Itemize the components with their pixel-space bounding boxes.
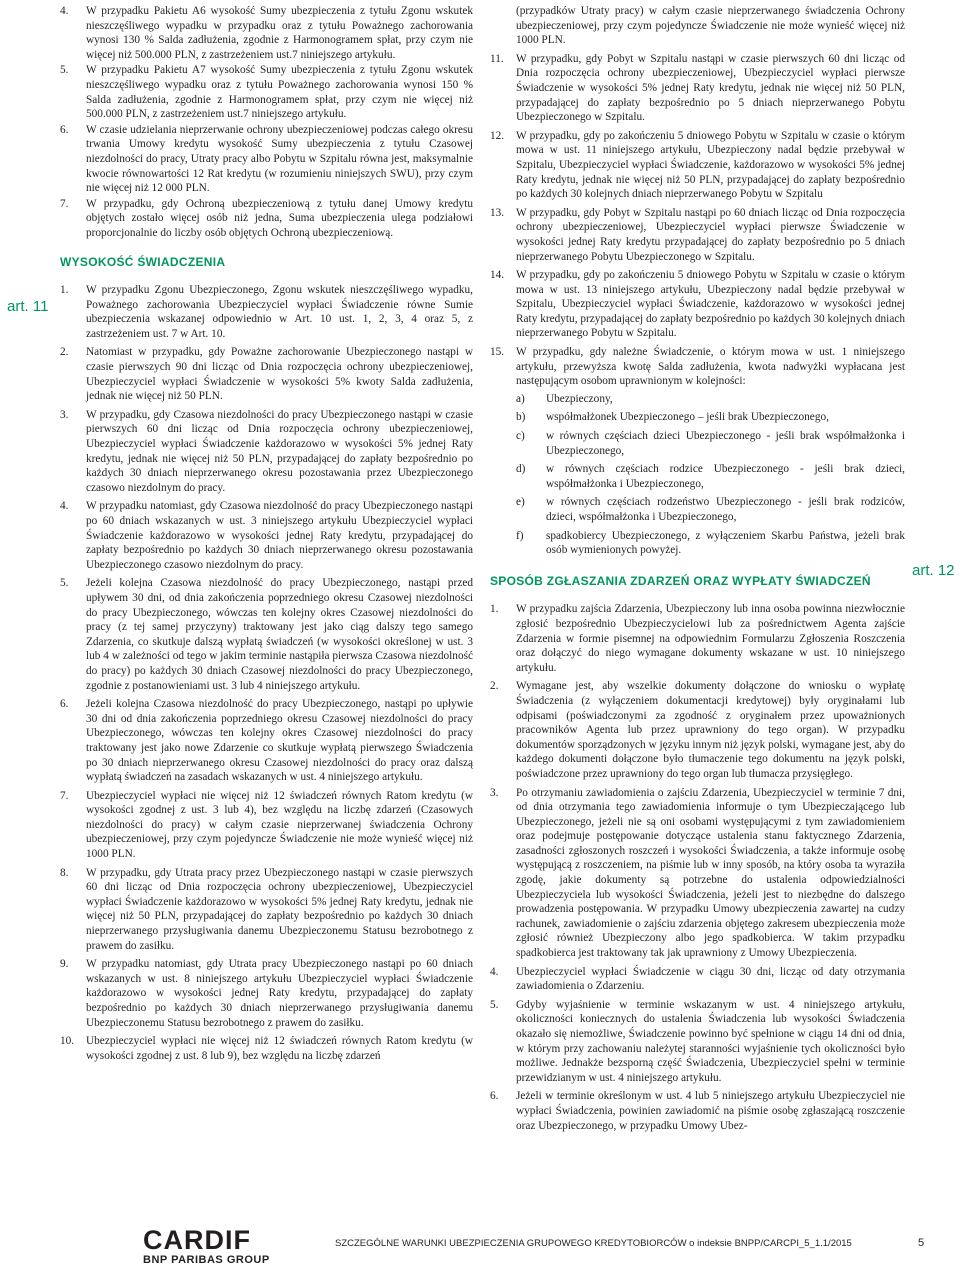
item-number: 14. (490, 269, 505, 282)
sum-insured-item (60, 123, 473, 196)
claims-item (490, 965, 905, 994)
benefit-item (60, 789, 473, 862)
item-text: Ubezpieczony, (546, 392, 613, 405)
sum-insured-item (60, 4, 473, 62)
cardif-logo (143, 1226, 270, 1267)
benefit-item (490, 345, 905, 558)
item-number: 6. (60, 698, 69, 711)
item-text: Natomiast w przypadku, gdy Poważne zachorowanie Ubezpieczonego nastąpi w czasie pierwszych 90 dni licząc od Dnia rozpoczęcia ochrony ubezpieczeniowej, Ubezpieczyciel wypłaci Świadczenie w wysokości 5% kwoty Salda zadłużenia, jednak nie więcej niż 50 PLN. (86, 346, 473, 403)
item-text: W przypadku Pakietu A6 wysokość Sumy ubezpieczenia z tytułu Zgonu wskutek nieszczęśliwego wypadku w przypadku oraz z tytułu Poważnego zachorowania wynosi 130 % Salda zadłużenia, zgodnie z Harmonogramem spłat, przy czym nie więcej niż 500.000 PLN, z zastrzeżeniem ust.7 niniejszego artykułu. (86, 5, 473, 61)
item-number: 5. (490, 998, 499, 1011)
item-text: W przypadku, gdy Pobyt w Szpitalu nastąpi po 60 dniach licząc od Dnia rozpoczęcia ochrony ubezpieczeniowej, Ubezpieczyciel wypłaci pierwsze Świadczenie w wysokości jednej Raty kredytu przypadającej do zapłaty bezpośrednio po 5 dniach nieprzerwanego Pobytu Ubezpieczonego w Szpitalu. (516, 206, 905, 263)
item-text: W przypadku, gdy Czasowa niezdolności do pracy Ubezpieczonego nastąpi w czasie pierwszych 60 dni licząc od Dnia rozpoczęcia ochrony ubezpieczeniowej, Ubezpieczyciel wypłaci Świadczenie każdorazowo w wysokości 5% jednej Raty kredytu, jednak nie więcej niż 50 PLN, przypadającej do zapłaty bezpośrednio po każdych 30 dniach nieprzerwanego okresu pozostawania przez Ubezpieczonego czasowo niezdolnym do pracy. (86, 408, 473, 494)
page-footer (0, 1206, 960, 1282)
item-text: w równych częściach rodzice Ubezpieczonego - jeśli brak dzieci, współmałżonka i Ubezpieczonego, (546, 463, 905, 490)
claims-item (490, 679, 905, 781)
item-number: 12. (490, 129, 505, 142)
item-text: W przypadku, gdy Pobyt w Szpitalu nastąpi w czasie pierwszych 60 dni licząc od Dnia rozpoczęcia ochrony ubezpieczeniowej, Ubezpieczyciel wypłaci pierwsze Świadczenie w wysokości 5% jednej Raty kredytu, jednak nie więcej niż 50 PLN, przypadającej do zapłaty bezpośrednio po 5 dniach nieprzerwanego Pobytu Ubezpieczonego w Szpitalu. (516, 52, 905, 124)
beneficiary-item (516, 410, 905, 425)
item-text: W przypadku zajścia Zdarzenia, Ubezpieczony lub inna osoba powinna niezwłocznie zgłosić bezpośrednio Ubezpieczycielowi lub za pośrednictwem Agenta zajście Zdarzenia w formie pisemnej na odpowiednim Formularzu Zgłoszenia Roszczenia oraz dołączyć do niego wymagane dokumenty wskazane w ust. 10 niniejszego artykułu. (516, 603, 905, 674)
item-letter: e) (516, 496, 525, 509)
benefit-item (60, 283, 473, 341)
item-number: 1. (490, 603, 499, 616)
item-number: 4. (490, 965, 499, 978)
logo-wordmark: CARDIF (143, 1225, 251, 1255)
item-number: 11. (490, 52, 504, 65)
item-letter: b) (516, 411, 526, 424)
item-text: W przypadku Pakietu A7 wysokość Sumy ubezpieczenia z tytułu Zgonu wskutek nieszczęśliwego wypadku oraz z tytułu Poważnego zachorowania wynosi 150 % Salda zadłużenia, zgodnie z Harmonogramem spłat, przy czym nie więcej niż 500.000 PLN, z zastrzeżeniem ust.7 niniejszego artykułu. (86, 64, 473, 121)
item-text: Po otrzymaniu zawiadomienia o zajściu Zdarzenia, Ubezpieczyciel w terminie 7 dni, od dnia otrzymania tego zawiadomienia informuje o tym Ubezpieczającego lub Ubezpieczonego, jeżeli nie są oni osobami występującymi z tym zawiadomieniem oraz podejmuje postępowanie dotyczące ustalenia stanu faktycznego Zdarzenia, zasadności zgłoszonych roszczeń i wysokości Świadczenia, a także informuje osobę występującą z roszczeniem, na piśmie lub w inny sposób, na który osoba ta wyraziła zgodę, jakie dokumenty są potrzebne do ustalenia odpowiedzialności Ubezpieczyciela lub wysokości Świadczenia, jeżeli jest to niezbędne do dalszego prowadzenia postępowania. W przypadku Umowy ubezpieczenia zawartej na cudzy rachunek, zawiadomienie o zajściu zdarzenia objętego zakresem ubezpieczenia może zgłosić również Ubezpieczony albo jego spadkobierca. W takim przypadku spadkobierca jest traktowany tak jak uprawniony z Umowy Ubezpieczenia. (516, 786, 905, 960)
beneficiary-item (516, 529, 905, 558)
item-text: w równych częściach rodzeństwo Ubezpieczonego - jeśli brak rodziców, dzieci, współmałżonka i Ubezpieczonego, (546, 496, 905, 523)
item-text: Jeżeli kolejna Czasowa niezdolność do pracy Ubezpieczonego, nastąpi po upływie 30 dni od dnia zakończenia poprzedniego okresu Czasowej niezdolności do pracy Ubezpieczonego, wówczas ten kolejny okres Czasowej niezdolności do pracy traktowany jest jako nowe Zdarzenie co skutkuje wypłatą pierwszego Świadczenia po 30 dniach nieprzerwanego okresu Czasowej niezdolności do pracy oraz dalszą wypłatą świadczeń na zasadach wskazanych w ust. 4 niniejszego artykułu. (86, 698, 473, 784)
item-text: W czasie udzielania nieprzerwanie ochrony ubezpieczeniowej podczas całego okresu trwania Umowy kredytu wysokość Sumy ubezpieczenia z tytułu Czasowej niezdolności do pracy, Utraty pracy albo Pobytu w Szpitalu równa jest, maksymalnie kwocie równowartości 12 Rat kredytu (w rozumieniu niniejszych SWU), przy czym nie więcej niż 12 000 PLN. (86, 123, 473, 195)
item-number: 4. (60, 5, 69, 17)
section-title-claims: SPOSÓB ZGŁASZANIA ZDARZEŃ ORAZ WYPŁATY ŚWIADCZEŃ (490, 573, 871, 588)
item-text: współmałżonek Ubezpieczonego – jeśli brak Ubezpieczonego, (546, 411, 829, 424)
item-text: spadkobiercy Ubezpieczonego, z wyłączeniem Skarbu Państwa, jeżeli brak osób wymienionych powyżej. (546, 529, 905, 557)
item-number: 5. (60, 577, 69, 590)
item-text: W przypadku natomiast, gdy Czasowa niezdolność do pracy Ubezpieczonego nastąpi po 60 dniach wskazanych w ust. 3 niniejszego artykułu Ubezpieczyciel wypłaci Świadczenie każdorazowo w wysokości jednej Raty kredytu, przypadającej do zapłaty bezpośrednio po każdych 30 dniach nieprzerwanego okresu pozostawania Ubezpieczonego czasowo niezdolnym do pracy. (86, 500, 473, 571)
item-number: 10. (60, 1035, 75, 1048)
item-number: 8. (60, 866, 69, 879)
beneficiary-item (516, 392, 905, 407)
benefit-item (60, 697, 473, 785)
benefit-amount-list (60, 283, 473, 1063)
sum-insured-item (60, 197, 473, 241)
item-text: Jeżeli w terminie określonym w ust. 4 lub 5 niniejszego artykułu Ubezpieczyciel nie wypłaci Świadczenia, powinien zawiadomić na piśmie osobę zgłaszającą roszczenie oraz Ubezpieczonego, w przypadku Umowy Ubez- (516, 1090, 905, 1132)
item-text: w równych częściach dzieci Ubezpieczonego - jeśli brak współmałżonka i Ubezpieczonego, (546, 430, 905, 457)
item-letter: c) (516, 430, 525, 443)
benefit-item (60, 345, 473, 403)
item-text: W przypadku, gdy po zakończeniu 5 dniowego Pobytu w Szpitalu w czasie o którym mowa w ust. 13 niniejszego artykułu, Ubezpieczony nadal będzie przebywał w Szpitalu, Ubezpieczyciel wypłaci Świadczenie, każdorazowo w wysokości jednej Raty kredytu, przypadającej do zapłaty bezpośrednio po każdych 30 kolejnych dniach nieprzerwanego Pobytu w Szpitalu. (516, 269, 905, 340)
item-text: W przypadku, gdy Utrata pracy przez Ubezpieczonego nastąpi w czasie pierwszych 60 dni licząc od Dnia rozpoczęcia ochrony ubezpieczeniowej, Ubezpieczyciel wypłaci Świadczenie każdorazowo w wysokości 5% jednej Raty kredytu, jednak nie więcej niż 50 PLN, przypadającej do zapłaty bezpośrednio po każdych 30 dniach nieprzerwanego przysługiwania danemu Ubezpieczonemu Statusu bezrobotnego z prawem do zasiłku. (86, 866, 473, 952)
item-number: 2. (490, 680, 499, 693)
continued-paragraph: (przypadków Utraty pracy) w całym czasie nieprzerwanego świadczenia Ochrony ubezpieczeniowej, przy czym pojedyncze Świadczenie nie może wynieść więcej niż 1000 PLN. (516, 5, 905, 47)
benefit-item (490, 129, 905, 202)
item-number: 3. (490, 786, 499, 799)
left-column (60, 4, 473, 1067)
claims-item (490, 998, 905, 1086)
item-text: Ubezpieczyciel wypłaci Świadczenie w ciągu 30 dni, licząc od daty otrzymania zawiadomienia o Zdarzeniu. (516, 965, 905, 993)
item-text: Jeżeli kolejna Czasowa niezdolność do pracy Ubezpieczonego, nastąpi przed upływem 30 dni, od dnia zakończenia poprzedniego okresu Czasowej niezdolności do pracy Ubezpieczonego, wówczas ten kolejny okres Czasowej niezdolności do pracy (z tej samej przyczyny) traktowany jest jako ciąg dalszy tego samego Zdarzenia, co skutkuje dalszą wypłatą świadczeń (w wysokości określonej w ust. 3 lub 4 w zależności od tego w jakim terminie nastąpiła pierwsza Czasowa niezdolność do pracy) po każdych 30 dniach Czasowej niezdolności do pracy Ubezpieczonego, zgodnie z postanowieniami ust. 3 lub 4 niniejszego artykułu. (86, 577, 473, 692)
section-title-benefit-amount: WYSOKOŚĆ ŚWIADCZENIA (60, 254, 226, 269)
item-text: W przypadku, gdy należne Świadczenie, o którym mowa w ust. 1 niniejszego artykułu, przewyższa kwotę Salda zadłużenia, kwota nadwyżki wypłacana jest następującym osobom uprawnionym w kolejności: (516, 346, 905, 388)
item-text: W przypadku Zgonu Ubezpieczonego, Zgonu wskutek nieszczęśliwego wypadku, Poważnego zachorowania Ubezpieczyciel wypłaci Świadczenie równe Sumie ubezpieczenia wskazanej odpowiednio w Art. 10 ust. 1, 2, 3, 4 oraz 5, z zastrzeżeniem ust. 7 w Art. 10. (86, 284, 473, 340)
benefit-item (60, 1034, 473, 1063)
item-text: W przypadku natomiast, gdy Utrata pracy Ubezpieczonego nastąpi po 60 dniach wskazanych w ust. 8 niniejszego artykułu Ubezpieczyciel wypłaci Świadczenie każdorazowo w wysokości jednej Raty kredytu, przypadającej do zapłaty bezpośrednio po każdych 30 dniach nieprzerwanego przysługiwania danemu Ubezpieczonemu Statusu bezrobotnego z prawem do zasiłku. (86, 958, 473, 1029)
item-number: 5. (60, 64, 69, 77)
item-number: 4. (60, 500, 69, 513)
benefit-item (60, 957, 473, 1030)
item-number: 7. (60, 789, 69, 802)
beneficiary-item (516, 429, 905, 458)
benefit-amount-list-continued (490, 52, 905, 558)
item-number: 3. (60, 408, 69, 421)
beneficiary-item (516, 462, 905, 491)
item-number: 6. (490, 1090, 499, 1103)
item-number: 2. (60, 346, 69, 359)
right-column (490, 4, 905, 1137)
sum-insured-list (60, 4, 473, 241)
item-text: Gdyby wyjaśnienie w terminie wskazanym w ust. 4 niniejszego artykułu, okoliczności koniecznych do ustalenia Świadczenia lub wysokości Świadczenia okazało się niemożliwe, Świadczenie powinno być spełnione w ciągu 14 dni od dnia, w którym przy zachowaniu należytej staranności wyjaśnienie tych okoliczności było możliwe. Jednakże bezsporną część Świadczenia, Ubezpieczyciel spełni w terminie przewidzianym w ust. 4 niniejszego artykułu. (516, 998, 905, 1084)
document-title: SZCZEGÓLNE WARUNKI UBEZPIECZENIA GRUPOWEGO KREDYTOBIORCÓW o indeksie BNPP/CARCPI_5_1.1/2015 (335, 1238, 852, 1249)
item-text: Ubezpieczyciel wypłaci nie więcej niż 12 świadczeń równych Ratom kredytu (w wysokości zgodnej z ust. 3 lub 4), bez względu na liczbę zdarzeń (Czasowych niezdolności do pracy) w całym czasie nieprzerwanej świadczenia Ochrony ubezpieczeniowej, przy czym pojedyncze Świadczenie nie może wynieść więcej niż 1000 PLN. (86, 789, 473, 861)
benefit-item (60, 499, 473, 572)
article-12-label: art. 12 (912, 562, 955, 579)
claims-procedure-list (490, 602, 905, 1133)
item-number: 6. (60, 123, 69, 136)
claims-item (490, 602, 905, 675)
item-text: W przypadku, gdy po zakończeniu 5 dniowego Pobytu w Szpitalu w czasie o którym mowa w ust. 11 niniejszego artykułu, Ubezpieczony nadal będzie przebywał w Szpitalu, Ubezpieczyciel wypłaci Świadczenie, każdorazowo w wysokości 5% jednej Raty kredytu, jednak nie więcej niż 50 PLN, przypadającej do zapłaty bezpośrednio po każdych 30 kolejnych dniach nieprzerwanego Pobytu w Szpitalu (516, 129, 905, 201)
benefit-item (60, 866, 473, 954)
benefit-item (60, 408, 473, 496)
item-text: Wymagane jest, aby wszelkie dokumenty dołączone do wniosku o wypłatę Świadczenia (z wyłączeniem dokumentacji kredytowej) były oryginałami lub odpisami (poświadczonymi za zgodność z oryginałem przez upoważnionych pracowników Agenta lub przez uprawniony do tego organ). W przypadku dokumentów sporządzonych w języku innym niż język polski, wymagane jest, aby do każdego dokumenti dołączone było tłumaczenie tego dokumentu na język polski, poświadczone przez uprawniony do tego organ lub tłumacza przysięgłego. (516, 680, 905, 780)
item-number: 9. (60, 958, 69, 971)
item-text: W przypadku, gdy Ochroną ubezpieczeniową z tytułu danej Umowy kredytu objętych zostało więcej osób niż jedna, Suma ubezpieczenia ulega podziałowi proporcjonalnie do liczby osób objętych Ochroną ubezpieczeniową. (86, 197, 473, 239)
benefit-item (490, 268, 905, 341)
item-letter: f) (516, 529, 524, 542)
item-number: 7. (60, 197, 69, 210)
benefit-item (490, 52, 905, 125)
claims-item (490, 1089, 905, 1133)
item-number: 15. (490, 346, 505, 359)
benefit-item (60, 576, 473, 693)
claims-item (490, 786, 905, 961)
page-number: 5 (918, 1237, 925, 1249)
sum-insured-item (60, 63, 473, 121)
beneficiary-item (516, 495, 905, 524)
logo-subtitle: BNP PARIBAS GROUP (143, 1254, 270, 1266)
item-letter: a) (516, 392, 525, 405)
article-11-label: art. 11 (7, 298, 49, 315)
item-number: 1. (60, 284, 69, 297)
item-text: Ubezpieczyciel wypłaci nie więcej niż 12 świadczeń równych Ratom kredytu (w wysokości zgodnej z ust. 8 lub 9), bez względu na liczbę zdarzeń (86, 1035, 473, 1062)
beneficiary-list (516, 392, 905, 558)
benefit-item (490, 206, 905, 264)
item-letter: d) (516, 463, 526, 476)
item-number: 13. (490, 206, 505, 219)
